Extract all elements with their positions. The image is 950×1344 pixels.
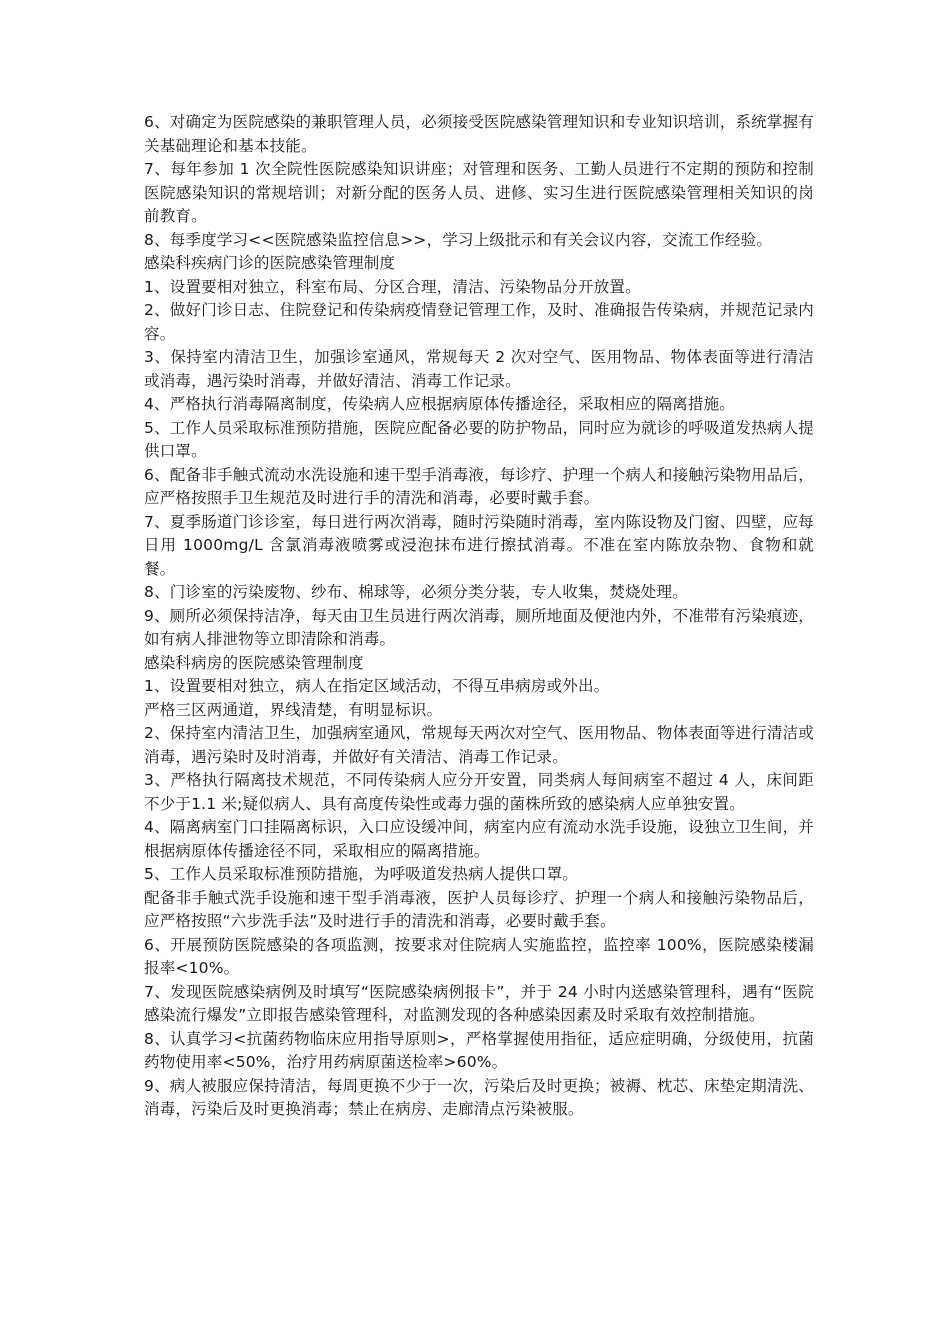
paragraph: 6、配备非手触式流动水洗设施和速干型手消毒液，每诊疗、护理一个病人和接触污染物用品后，应严格按照手卫生规范及时进行手的清洗和消毒，必要时戴手套。 <box>144 465 814 507</box>
paragraph: 8、认真学习<抗菌药物临床应用指导原则>，严格掌握使用指征，适应症明确，分级使用，抗菌药物使用率<50%，治疗用药病原菌送检率>60%。 <box>144 1029 814 1071</box>
paragraph: 7、每年参加 1 次全院性医院感染知识讲座；对管理和医务、工勤人员进行不定期的预防和控制医院感染知识的常规培训；对新分配的医务人员、进修、实习生进行医院感染管理相关知识的岗前教育。 <box>144 160 814 225</box>
paragraph: 严格三区两通道，界线清楚，有明显标识。 <box>144 700 443 719</box>
paragraph: 7、夏季肠道门诊诊室，每日进行两次消毒，随时污染随时消毒，室内陈设物及门窗、四壁，应每日用 1000mg/L 含氯消毒液喷雾或浸泡抹布进行擦拭消毒。不准在室内陈放杂物、食物和就餐。 <box>144 512 814 578</box>
paragraph: 2、保持室内清洁卫生，加强病室通风，常规每天两次对空气、医用物品、物体表面等进行清洁或消毒，遇污染时及时消毒，并做好有关清洁、消毒工作记录。 <box>144 724 814 766</box>
paragraph: 6、开展预防医院感染的各项监测，按要求对住院病人实施监控，监控率 100%，医院感染楼漏报率<10%。 <box>144 935 814 977</box>
paragraph: 9、厕所必须保持洁净，每天由卫生员进行两次消毒，厕所地面及便池内外，不准带有污染痕迹，如有病人排泄物等立即清除和消毒。 <box>144 606 814 648</box>
paragraph: 3、保持室内清洁卫生，加强诊室通风，常规每天 2 次对空气、医用物品、物体表面等进行清洁或消毒，遇污染时消毒，并做好清洁、消毒工作记录。 <box>144 348 814 390</box>
paragraph: 6、对确定为医院感染的兼职管理人员，必须接受医院感染管理知识和专业知识培训，系统掌握有关基础理论和基本技能。 <box>144 113 814 155</box>
paragraph: 5、工作人员采取标准预防措施，为呼吸道发热病人提供口罩。 <box>144 865 578 883</box>
paragraph: 1、设置要相对独立，病人在指定区域活动，不得互串病房或外出。 <box>144 677 610 695</box>
paragraph: 配备非手触式洗手设施和速干型手消毒液，医护人员每诊疗、护理一个病人和接触污染物品后，应严格按照“六步洗手法”及时进行手的清洗和消毒，必要时戴手套。 <box>144 888 814 930</box>
paragraph: 2、做好门诊日志、住院登记和传染病疫情登记管理工作，及时、准确报告传染病，并规范记录内容。 <box>144 301 814 343</box>
paragraph: 5、工作人员采取标准预防措施，医院应配备必要的防护物品，同时应为就诊的呼吸道发热病人提供口罩。 <box>144 418 814 460</box>
paragraph: 3、严格执行隔离技术规范，不同传染病人应分开安置，同类病人每间病室不超过 4 人，床间距不少于1.1 米;疑似病人、具有高度传染性或毒力强的菌株所致的感染病人应单独安置。 <box>144 771 814 813</box>
document-body <box>144 111 814 1122</box>
section-heading: 感染科病房的医院感染管理制度 <box>144 653 364 672</box>
paragraph: 7、发现医院感染病例及时填写“医院感染病例报卡”，并于 24 小时内送感染管理科，遇有“医院感染流行爆发”立即报告感染管理科，对监测发现的各种感染因素及时采取有效控制措施。 <box>144 982 814 1024</box>
paragraph: 8、门诊室的污染废物、纱布、棉球等，必须分类分装，专人收集，焚烧处理。 <box>144 583 688 601</box>
paragraph: 4、隔离病室门口挂隔离标识，入口应设缓冲间，病室内应有流动水洗手设施，设独立卫生间，并根据病原体传播途径不同，采取相应的隔离措施。 <box>144 818 814 860</box>
paragraph: 9、病人被服应保持清洁，每周更换不少于一次，污染后及时更换；被褥、枕芯、床垫定期清洗、消毒，污染后及时更换消毒；禁止在病房、走廊清点污染被服。 <box>144 1076 814 1118</box>
paragraph: 8、每季度学习<<医院感染监控信息>>，学习上级批示和有关会议内容，交流工作经验。 <box>144 230 773 249</box>
paragraph: 1、设置要相对独立，科室布局、分区合理，清洁、污染物品分开放置。 <box>144 277 641 296</box>
paragraph: 4、严格执行消毒隔离制度，传染病人应根据病原体传播途径，采取相应的隔离措施。 <box>144 395 735 413</box>
section-heading: 感染科疾病门诊的医院感染管理制度 <box>144 254 396 272</box>
